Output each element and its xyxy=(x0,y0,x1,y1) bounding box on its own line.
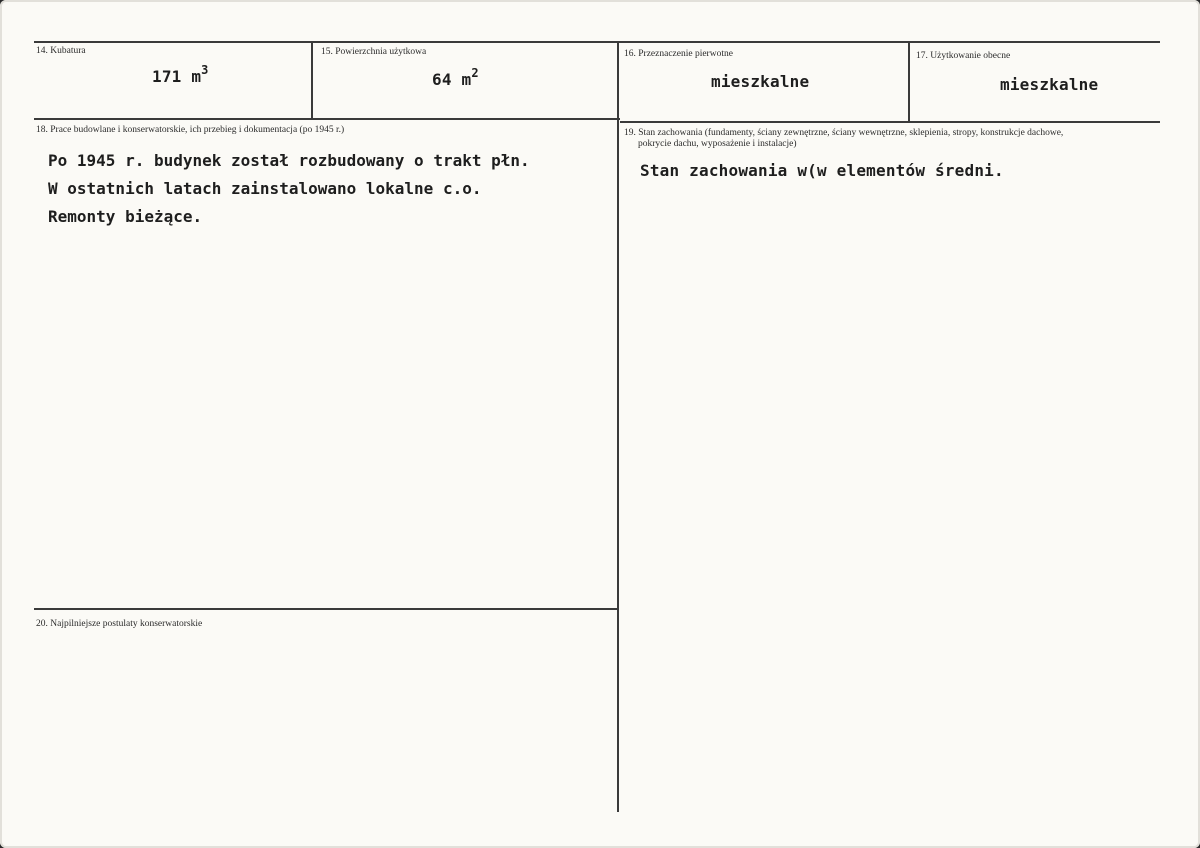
field-14-value-text: 171 m xyxy=(152,67,202,86)
row1-bottom-rule xyxy=(34,118,620,120)
field-14-value xyxy=(152,63,209,86)
field-14-value-exponent: 3 xyxy=(201,63,209,77)
row1-bottom-rule-right xyxy=(620,121,1160,123)
top-rule xyxy=(34,41,1160,43)
field-16-value: mieszkalne xyxy=(711,72,810,91)
field-15-value-text: 64 m xyxy=(432,70,472,89)
field-19-value: Stan zachowania w(w elementów średni. xyxy=(640,161,1004,180)
field-16-label: 16. Przeznaczenie pierwotne xyxy=(624,49,733,59)
field-18-line: W ostatnich latach zainstalowano lokalne c.o. xyxy=(48,179,482,198)
field-15-label: 15. Powierzchnia użytkowa xyxy=(321,47,427,57)
field-19-label-line1: 19. Stan zachowania (fundamenty, ściany zewnętrzne, ściany wewnętrzne, sklepienia, stropy, konstrukcje dachowe, xyxy=(624,128,1064,138)
divider-16-17 xyxy=(908,41,910,123)
section20-top-rule xyxy=(34,608,618,610)
field-17-label: 17. Użytkowanie obecne xyxy=(916,51,1011,61)
field-18-line: Remonty bieżące. xyxy=(48,207,203,226)
field-14-label: 14. Kubatura xyxy=(36,46,86,56)
field-18-line: Po 1945 r. budynek został rozbudowany o trakt płn. xyxy=(48,151,530,170)
field-19-label-line2: pokrycie dachu, wyposażenie i instalacje) xyxy=(638,139,797,149)
field-18-text xyxy=(48,147,530,231)
field-18-label: 18. Prace budowlane i konserwatorskie, ich przebieg i dokumentacja (po 1945 r.) xyxy=(36,125,345,135)
field-15-value-exponent: 2 xyxy=(471,66,479,80)
field-15-value xyxy=(432,66,479,89)
field-20-label: 20. Najpilniejsze postulaty konserwatorskie xyxy=(36,619,203,629)
divider-14-15 xyxy=(311,41,313,120)
field-17-value: mieszkalne xyxy=(1000,75,1099,94)
divider-main xyxy=(617,41,619,812)
